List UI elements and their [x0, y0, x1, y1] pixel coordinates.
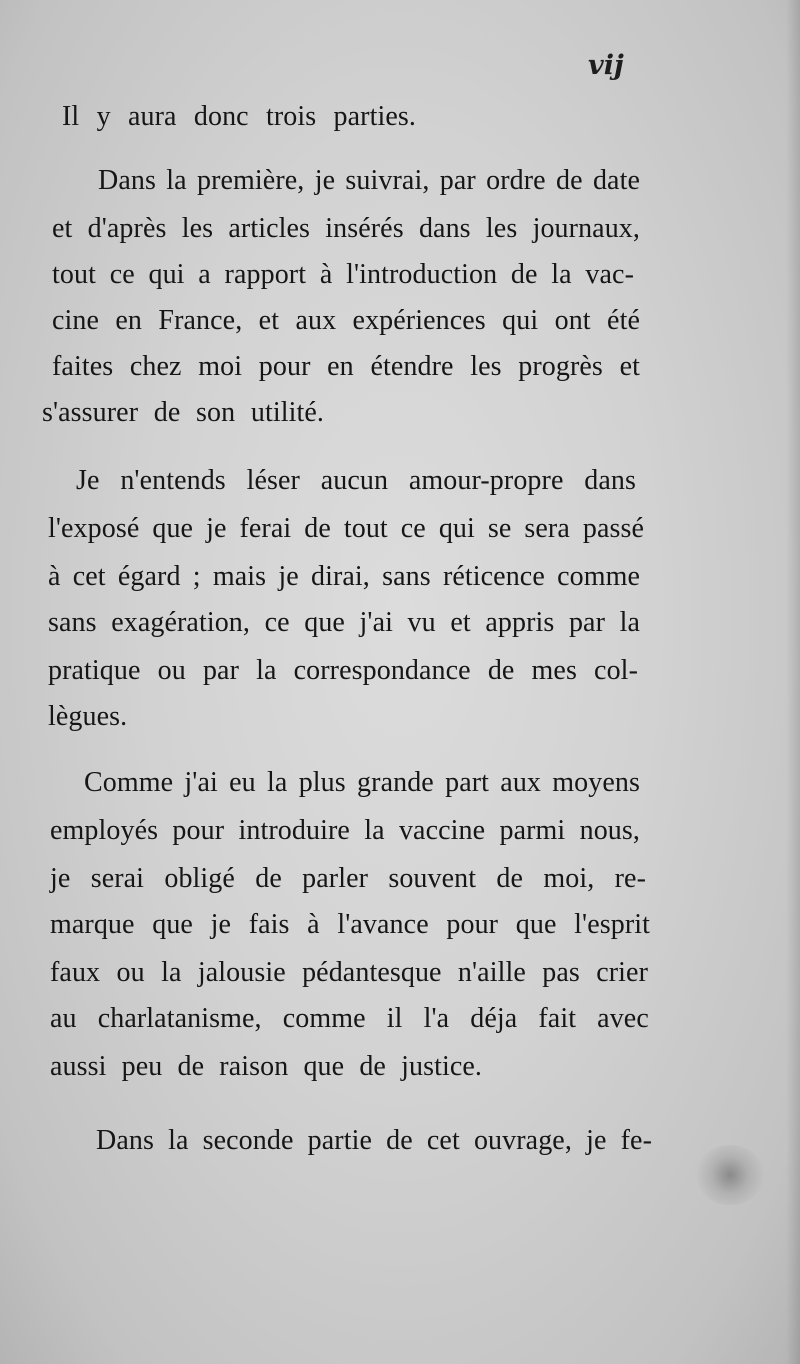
text-line: Je n'entends léser aucun amour-propre dans [76, 465, 636, 496]
text-line: aussi peu de raison que de justice. [50, 1051, 482, 1082]
text-line: tout ce qui a rapport à l'introduction de la vac- [52, 259, 634, 290]
text-line: au charlatanisme, comme il l'a déja fait avec [50, 1003, 649, 1034]
text-line: Il y aura donc trois parties. [62, 101, 416, 132]
page-number: vij [588, 50, 624, 81]
text-line: faux ou la jalousie pédantesque n'aille pas crier [50, 957, 648, 988]
text-line: je serai obligé de parler souvent de moi, re- [50, 863, 646, 894]
text-line: et d'après les articles insérés dans les journaux, [52, 213, 640, 244]
text-line: faites chez moi pour en étendre les progrès et [52, 351, 640, 382]
text-line: s'assurer de son utilité. [42, 397, 324, 428]
text-line: marque que je fais à l'avance pour que l'esprit [50, 909, 650, 940]
text-line: sans exagération, ce que j'ai vu et appris par la [48, 607, 640, 638]
text-line: Comme j'ai eu la plus grande part aux moyens [84, 767, 640, 798]
text-line: employés pour introduire la vaccine parmi nous, [50, 815, 640, 846]
text-line: pratique ou par la correspondance de mes col- [48, 655, 638, 686]
page-edge-shadow [786, 0, 800, 1364]
text-line: lègues. [48, 701, 128, 732]
ink-smudge [695, 1145, 765, 1205]
text-line: Dans la première, je suivrai, par ordre de date [98, 165, 640, 196]
text-line: l'exposé que je ferai de tout ce qui se sera passé [48, 513, 644, 544]
text-line: à cet égard ; mais je dirai, sans réticence comme [48, 561, 640, 592]
text-line: Dans la seconde partie de cet ouvrage, je fe- [96, 1125, 652, 1156]
text-line: cine en France, et aux expériences qui ont été [52, 305, 640, 336]
